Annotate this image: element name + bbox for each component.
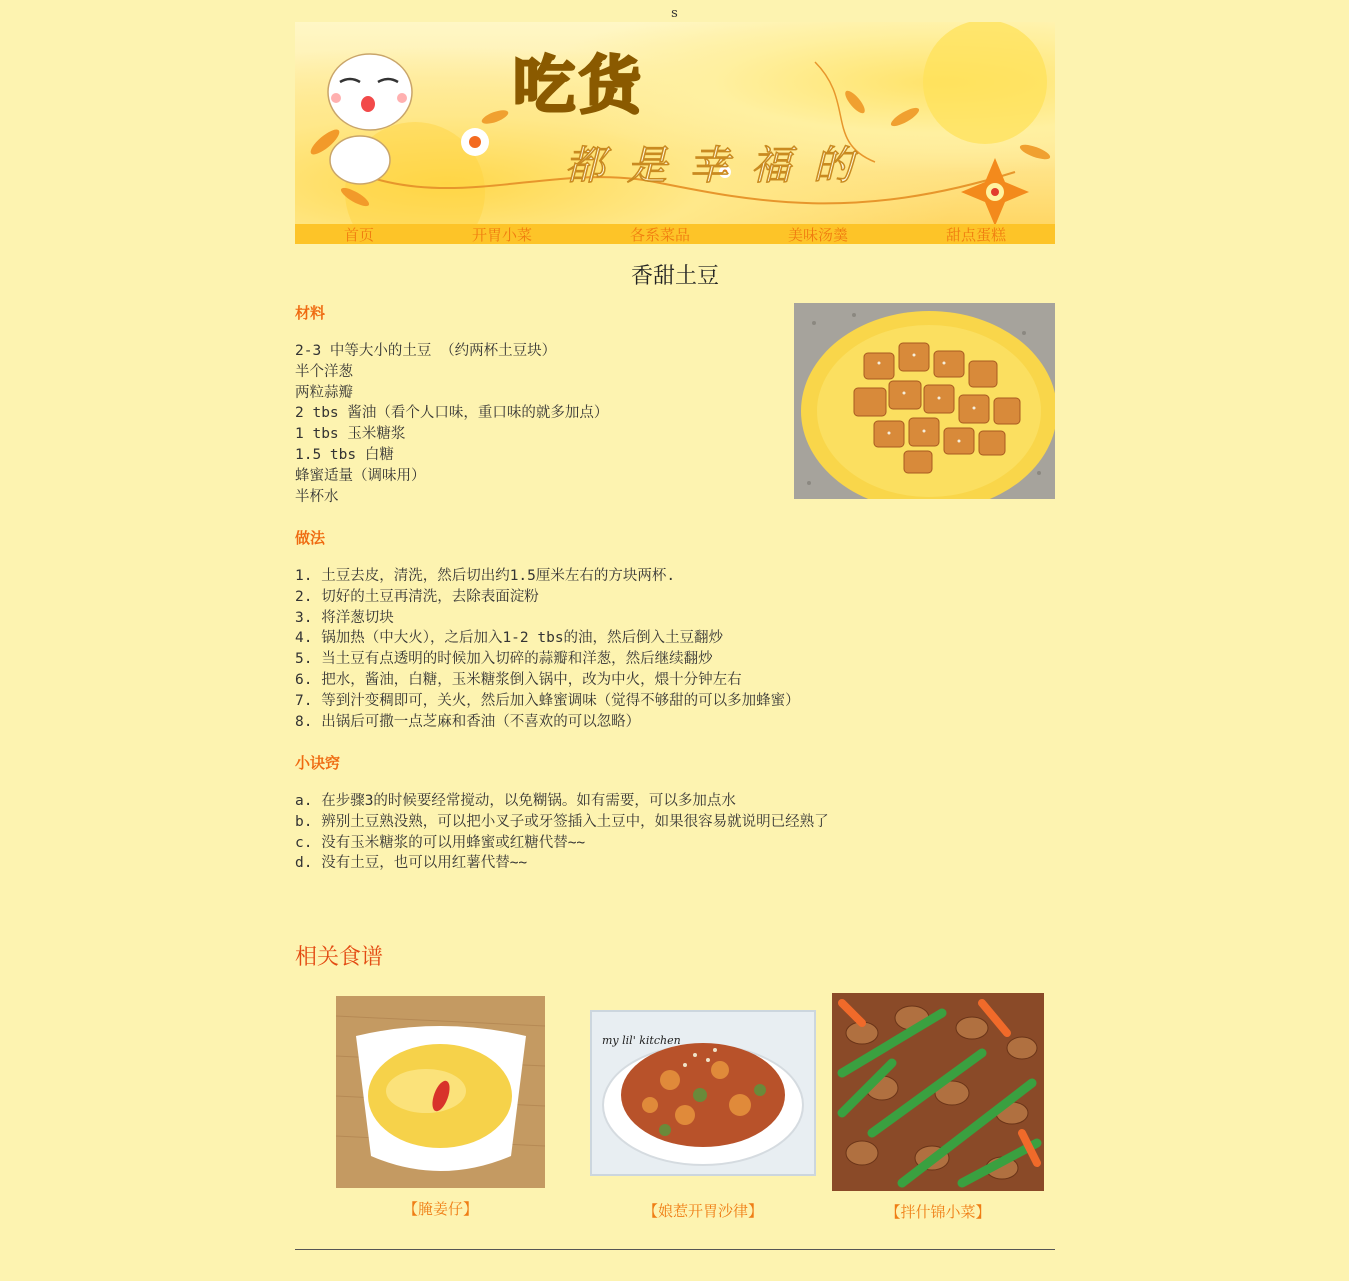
list-item: 7. 等到汁变稠即可，关火，然后加入蜂蜜调味（觉得不够甜的可以多加蜂蜜） xyxy=(295,692,800,709)
list-item: a. 在步骤3的时候要经常搅动，以免糊锅。如有需要，可以多加点水 xyxy=(295,793,736,809)
list-item: 1.5 tbs 白糖 xyxy=(295,446,394,463)
list-item: 蜂蜜适量（调味用） xyxy=(295,467,426,484)
dish-photo xyxy=(794,303,1055,499)
site-banner xyxy=(295,22,1055,224)
nav-item-cuisines[interactable]: 各系菜品 xyxy=(629,225,690,244)
tips-heading: 小诀窍 xyxy=(295,754,341,772)
site-logo: 吃货 xyxy=(513,49,646,122)
list-item: 6. 把水，酱油，白糖，玉米糖浆倒入锅中，改为中火，煨十分钟左右 xyxy=(295,671,742,688)
list-item: 半杯水 xyxy=(295,488,339,505)
list-item: 2. 切好的土豆再清洗，去除表面淀粉 xyxy=(295,588,539,605)
steps-list xyxy=(295,566,800,732)
list-item: 两粒蒜瓣 xyxy=(295,384,353,401)
list-item: 8. 出锅后可撒一点芝麻和香油（不喜欢的可以忽略） xyxy=(295,713,641,730)
tips-section xyxy=(295,753,829,874)
list-item: 3. 将洋葱切块 xyxy=(295,609,394,626)
nav-item-desserts[interactable]: 甜点蛋糕 xyxy=(945,225,1006,244)
list-item: 1. 土豆去皮，清洗，然后切出约1.5厘米左右的方块两杯. xyxy=(295,568,676,584)
nav-item-home[interactable]: 首页 xyxy=(343,225,374,244)
banner-decoration xyxy=(295,22,1055,224)
related-recipes xyxy=(295,992,1055,1222)
list-item: 1 tbs 玉米糖浆 xyxy=(295,426,406,443)
related-caption[interactable]: 【腌姜仔】 xyxy=(402,1200,478,1218)
list-item: d. 没有土豆，也可以用红薯代替~~ xyxy=(295,855,528,872)
related-photo-mixed[interactable] xyxy=(832,993,1044,1191)
footer-divider xyxy=(295,1249,1055,1250)
tips-list xyxy=(295,791,829,874)
list-item: 半个洋葱 xyxy=(295,363,353,380)
steps-heading: 做法 xyxy=(295,529,326,547)
related-item[interactable] xyxy=(336,996,545,1219)
nav-item-soups[interactable]: 美味汤羹 xyxy=(787,225,848,244)
photo-watermark: my lil' kitchen xyxy=(602,1034,681,1047)
related-caption[interactable]: 【娘惹开胃沙律】 xyxy=(642,1202,763,1220)
page-container xyxy=(295,22,1055,1221)
list-item: 4. 锅加热（中大火），之后加入1-2 tbs的油，然后倒入土豆翻炒 xyxy=(295,630,724,647)
related-item[interactable] xyxy=(832,993,1044,1222)
nav-item-appetizers[interactable]: 开胃小菜 xyxy=(471,225,532,244)
list-item: 2 tbs 酱油（看个人口味，重口味的就多加点） xyxy=(295,405,609,422)
list-item: 2-3 中等大小的土豆 （约两杯土豆块） xyxy=(295,343,557,359)
recipe-title: 香甜土豆 xyxy=(630,264,719,289)
related-item[interactable] xyxy=(590,1010,816,1221)
materials-list xyxy=(295,341,775,507)
related-caption[interactable]: 【拌什锦小菜】 xyxy=(885,1203,991,1221)
materials-section xyxy=(295,303,775,507)
related-photo-ginger[interactable] xyxy=(336,996,545,1188)
steps-section xyxy=(295,528,800,732)
related-heading: 相关食谱 xyxy=(295,945,384,970)
list-item: 5. 当土豆有点透明的时候加入切碎的蒜瓣和洋葱，然后继续翻炒 xyxy=(295,651,713,668)
list-item: c. 没有玉米糖浆的可以用蜂蜜或红糖代替~~ xyxy=(295,834,586,851)
list-item: b. 辨别土豆熟没熟，可以把小叉子或牙签插入土豆中，如果很容易就说明已经熟了 xyxy=(295,813,829,830)
materials-heading: 材料 xyxy=(295,304,326,322)
main-nav xyxy=(295,224,1055,244)
banner-slogan: 都是幸福的 xyxy=(565,143,875,189)
top-mark: s xyxy=(671,6,678,21)
